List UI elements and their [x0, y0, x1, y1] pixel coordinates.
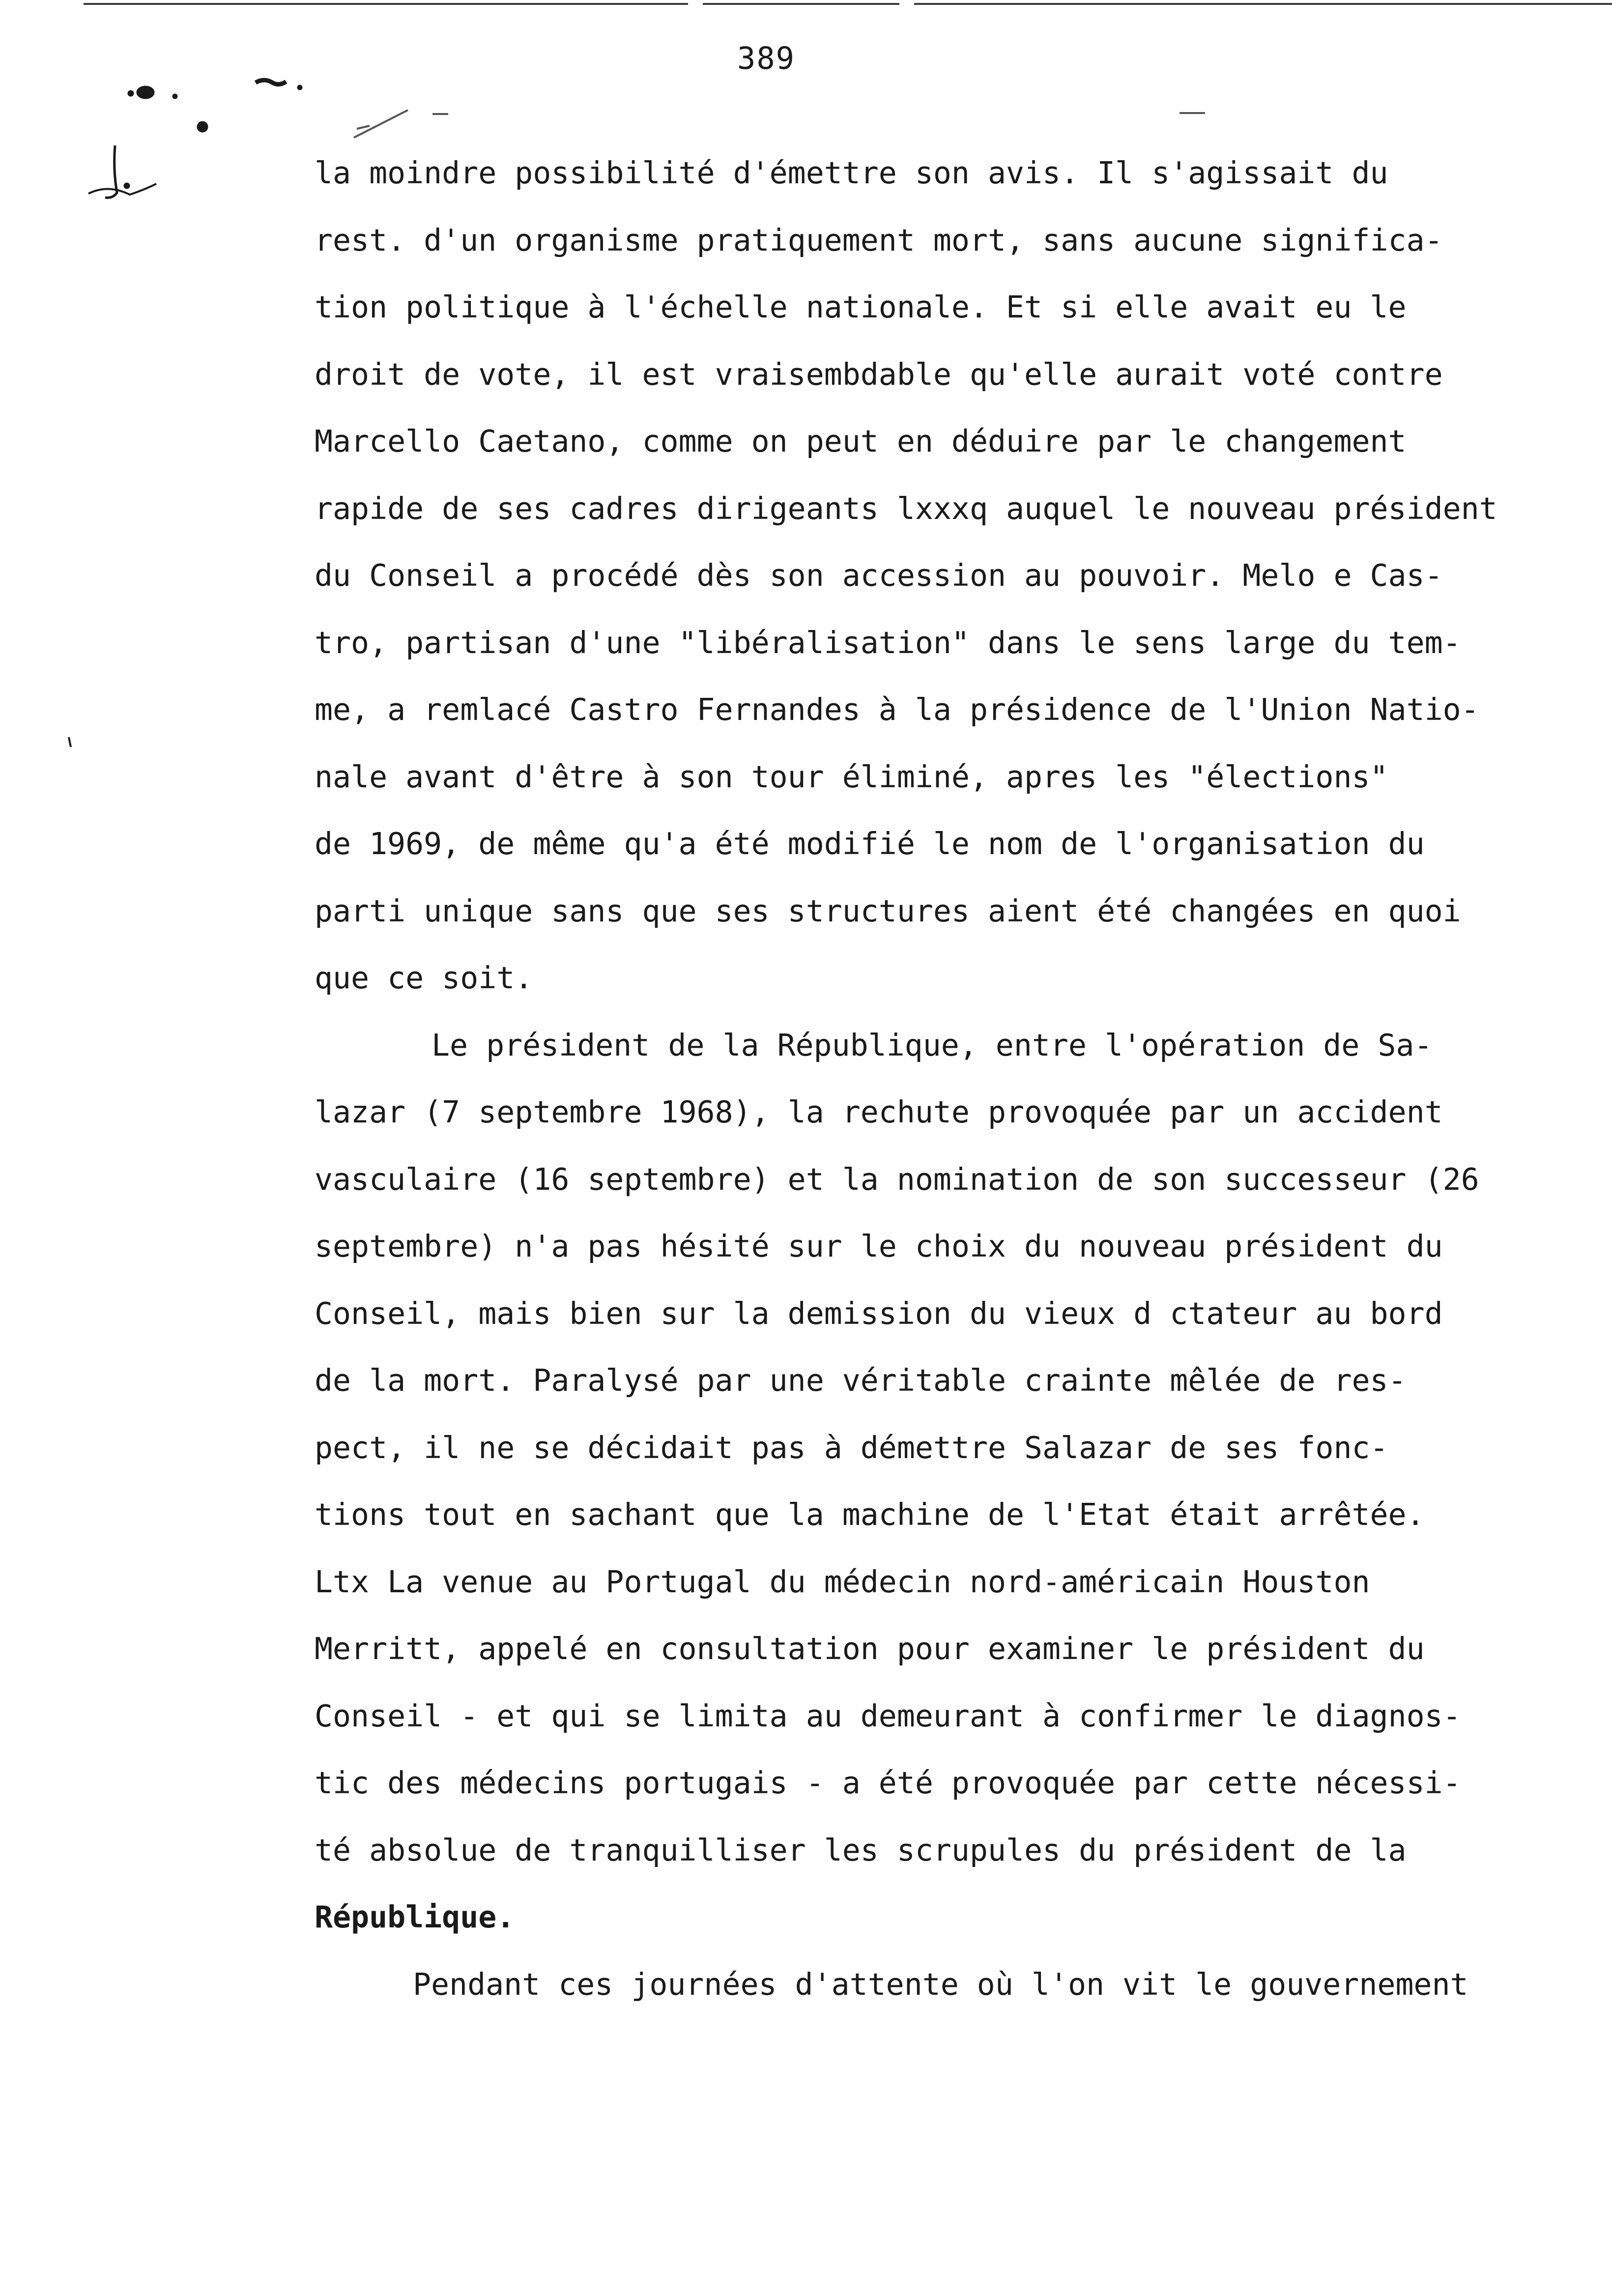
text-line: rapide de ses cadres dirigeants lxxxq auquel le nouveau président: [315, 490, 1497, 526]
body-text: [315, 140, 1602, 2018]
text-line: rest. d'un organisme pratiquement mort, sans aucune significa-: [315, 222, 1443, 258]
pencil-annotation: [354, 110, 1205, 138]
text-line: tion politique à l'échelle nationale. Et si elle avait eu le: [315, 289, 1407, 325]
text-line: du Conseil a procédé dès son accession au pouvoir. Melo e Cas-: [315, 558, 1443, 593]
text-line: lazar (7 septembre 1968), la rechute provoquée par un accident: [315, 1094, 1443, 1130]
text-line: droit de vote, il est vraisembdable qu'elle aurait voté contre: [315, 356, 1443, 392]
text-line: tro, partisan d'une "libéralisation" dans le sens large du tem-: [315, 625, 1461, 660]
text-line: pect, il ne se décidait pas à démettre Salazar de ses fonc-: [315, 1430, 1388, 1465]
text-line: Ltx La venue au Portugal du médecin nord-américain Houston: [315, 1564, 1370, 1600]
top-rule: [914, 3, 1612, 5]
text-line: la moindre possibilité d'émettre son avis. Il s'agissait du: [315, 155, 1388, 191]
text-line: de 1969, de même qu'a été modifié le nom de l'organisation du: [315, 826, 1425, 861]
text-line: tic des médecins portugais - a été provoquée par cette nécessi-: [315, 1765, 1461, 1801]
paragraph-first-line: Le président de la République, entre l'opération de Sa-: [432, 1027, 1433, 1063]
text-line: que ce soit.: [315, 960, 533, 996]
margin-scribble: [69, 80, 302, 747]
text-line: me, a remlacé Castro Fernandes à la présidence de l'Union Natio-: [315, 692, 1479, 727]
text-line: vasculaire (16 septembre) et la nomination de son successeur (26: [315, 1161, 1479, 1197]
paragraph-first-line: Pendant ces journées d'attente où l'on vit le gouvernement: [413, 1966, 1468, 2002]
text-line: République.: [315, 1899, 515, 1935]
text-line: nale avant d'être à son tour éliminé, apres les "élections": [315, 759, 1388, 795]
top-rule: [703, 3, 899, 5]
text-line: de la mort. Paralysé par une véritable crainte mêlée de res-: [315, 1363, 1407, 1398]
text-line: septembre) n'a pas hésité sur le choix du nouveau président du: [315, 1229, 1443, 1264]
text-line: Conseil, mais bien sur la demission du vieux d ctateur au bord: [315, 1295, 1443, 1331]
text-line: Conseil - et qui se limita au demeurant à confirmer le diagnos-: [315, 1698, 1461, 1734]
text-line: tions tout en sachant que la machine de l'Etat était arrêtée.: [315, 1497, 1425, 1532]
text-line: Merritt, appelé en consultation pour examiner le président du: [315, 1631, 1425, 1666]
text-line: té absolue de tranquilliser les scrupules du président de la: [315, 1832, 1407, 1868]
text-line: Marcello Caetano, comme on peut en déduire par le changement: [315, 424, 1407, 459]
top-rule: [84, 3, 688, 5]
text-line: parti unique sans que ses structures aient été changées en quoi: [315, 893, 1461, 929]
page-number: 389: [737, 40, 795, 76]
